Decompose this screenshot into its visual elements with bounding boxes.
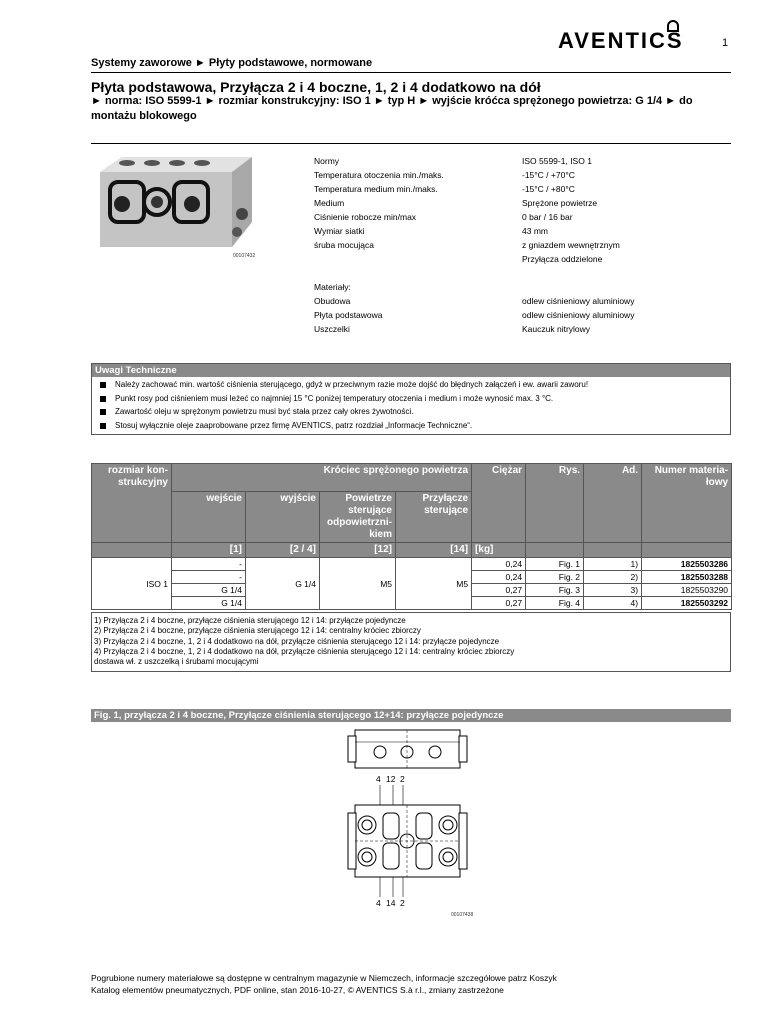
spec-label: Medium: [314, 198, 345, 208]
footer: [91, 972, 557, 996]
fig-cell: Fig. 3: [526, 584, 584, 597]
divider: [91, 72, 731, 73]
footer-line: Katalog elementów pneumatycznych, PDF online, stan 2016-10-27, © AVENTICS S.à r.l., zmiany zastrzeżone: [91, 985, 504, 995]
header-outlet: wyjście: [246, 492, 320, 543]
note-item: [100, 394, 553, 403]
ad-cell: 1): [584, 558, 642, 571]
spec-label: Normy: [314, 156, 340, 166]
port-label: 2: [400, 774, 405, 784]
spec-label: Płyta podstawowa: [314, 310, 383, 320]
spec-label: Wymiar siatki: [314, 226, 365, 236]
spec-label: Obudowa: [314, 296, 351, 306]
note-text: Punkt rosy pod ciśnieniem musi leżeć co najmniej 15 °C poniżej temperatury otoczenia i medium i może wynosić max. 3 °C.: [115, 394, 554, 403]
spec-value: Przyłącza oddzielone: [522, 254, 603, 264]
page-number: 1: [722, 37, 729, 49]
weight-cell: 0,24: [472, 571, 526, 584]
unit-cell: [92, 543, 172, 558]
footnote: 1) Przyłącza 2 i 4 boczne, przyłącze ciśnienia sterującego 12 i 14: przyłącze pojedyncze: [94, 616, 406, 625]
pilot-cell: M5: [396, 558, 472, 610]
size-cell: ISO 1: [92, 558, 172, 610]
unit-weight: [kg]: [472, 543, 526, 558]
part-number-cell: 1825503290: [642, 584, 732, 597]
brand-logo: AVENTICS: [558, 28, 684, 53]
unit-outlet: [2 / 4]: [246, 543, 320, 558]
weight-cell: 0,27: [472, 584, 526, 597]
weight-cell: 0,24: [472, 558, 526, 571]
spec-value: Sprężone powietrze: [522, 198, 598, 208]
note-item: [100, 407, 413, 416]
header-ad: Ad.: [584, 464, 642, 543]
spec-value: z gniazdem wewnętrznym: [522, 240, 620, 250]
spec-label: Temperatura otoczenia min./maks.: [314, 170, 444, 180]
bullet-icon: [100, 409, 106, 415]
spec-value: -15°C / +80°C: [522, 184, 575, 194]
figure-code: 00107438: [451, 912, 474, 918]
divider: [91, 143, 731, 144]
inlet-cell: G 1/4: [172, 584, 246, 597]
ad-cell: 4): [584, 597, 642, 610]
spec-value: 43 mm: [522, 226, 548, 236]
bullet-icon: [100, 423, 106, 429]
figure-top-view: [345, 785, 470, 897]
unit-pilot: [14]: [396, 543, 472, 558]
port-label: 4: [376, 898, 381, 908]
spec-value: 0 bar / 16 bar: [522, 212, 573, 222]
spec-value: Kauczuk nitrylowy: [522, 324, 591, 334]
header-pilot-exhaust: Powietrze sterujące odpowietrzni-kiem: [320, 492, 396, 543]
unit-pilot-exhaust: [12]: [320, 543, 396, 558]
outlet-cell: G 1/4: [246, 558, 320, 610]
part-number-cell: 1825503288: [642, 571, 732, 584]
technical-notes: [91, 363, 731, 435]
spec-label: Ciśnienie robocze min/max: [314, 212, 417, 222]
spec-value: odlew ciśnieniowy aluminiowy: [522, 310, 635, 320]
header-weight: Ciężar: [472, 464, 526, 543]
spec-label: Temperatura medium min./maks.: [314, 184, 438, 194]
materials-heading: Materiały:: [314, 282, 351, 292]
spec-value: ISO 5599-1, ISO 1: [522, 156, 592, 166]
header-pilot: Przyłącze sterujące: [396, 492, 472, 543]
port-label: 4: [376, 774, 381, 784]
footnote: 2) Przyłącza 2 i 4 boczne, przyłącze ciśnienia sterującego 12 i 14: centralny króciec zbiorczy: [94, 626, 421, 636]
header-connection: Króciec sprężonego powietrza: [172, 464, 472, 492]
page-title: Płyta podstawowa, Przyłącza 2 i 4 boczne, 1, 2 i 4 dodatkowo na dół: [91, 79, 541, 95]
header-fig: Rys.: [526, 464, 584, 543]
spec-value: -15°C / +70°C: [522, 170, 575, 180]
spec-label: śruba mocująca: [314, 240, 375, 250]
footnote: 3) Przyłącza 2 i 4 boczne, 1, 2 i 4 dodatkowo na dół, przyłącze ciśnienia sterującego 12 i 14: przyłącze pojedyncze: [94, 636, 500, 646]
footnote: dostawa wł. z uszczelką i śrubami mocującymi: [94, 657, 259, 667]
port-label: 12: [386, 774, 396, 784]
header-inlet: wejście: [172, 492, 246, 543]
part-number-cell: 1825503292: [642, 597, 732, 610]
unit-cell: [584, 543, 642, 558]
table-row: [92, 558, 732, 571]
inlet-cell: -: [172, 558, 246, 571]
breadcrumb: Systemy zaworowe ► Płyty podstawowe, normowane: [91, 57, 373, 69]
spec-value: odlew ciśnieniowy aluminiowy: [522, 296, 635, 306]
inlet-cell: -: [172, 571, 246, 584]
ad-cell: 2): [584, 571, 642, 584]
product-table: [91, 463, 732, 610]
weight-cell: 0,27: [472, 597, 526, 610]
figure-side-view: [345, 728, 470, 770]
unit-inlet: [1]: [172, 543, 246, 558]
note-text: Stosuj wyłącznie oleje zaaprobowane przez firmę AVENTICS, patrz rozdział „Informacje Techniczne“.: [115, 421, 473, 430]
unit-cell: [526, 543, 584, 558]
part-number-cell: 1825503286: [642, 558, 732, 571]
fig-cell: Fig. 2: [526, 571, 584, 584]
note-text: Zawartość oleju w sprężonym powietrzu musi być stała przez cały okres żywotności.: [115, 407, 414, 416]
note-text: Należy zachować min. wartość ciśnienia sterującego, gdyż w przeciwnym razie może dojść do błędnych załączeń i ew. awarii zaworu!: [115, 380, 589, 389]
ad-cell: 3): [584, 584, 642, 597]
port-label: 2: [400, 898, 405, 908]
pilot-exhaust-cell: M5: [320, 558, 396, 610]
image-code: 00107432: [233, 253, 256, 259]
footnote: 4) Przyłącza 2 i 4 boczne, 1, 2 i 4 dodatkowo na dół, przyłącze ciśnienia sterującego 12 i 14: centralny króciec zbiorczy: [94, 646, 515, 656]
spec-label: Uszczelki: [314, 324, 350, 334]
header-size: rozmiar kon-strukcyjny: [92, 464, 172, 543]
fig-cell: Fig. 4: [526, 597, 584, 610]
brand-logo-icon: [667, 20, 679, 32]
figure-heading: Fig. 1, przyłącza 2 i 4 boczne, Przyłącze ciśnienia sterującego 12+14: przyłącze pojedyncze: [91, 709, 731, 722]
fig-cell: Fig. 1: [526, 558, 584, 571]
note-item: [100, 380, 588, 389]
bullet-icon: [100, 382, 106, 388]
table-footnotes: [91, 612, 731, 672]
bullet-icon: [100, 396, 106, 402]
header-part-number: Numer materia-łowy: [642, 464, 732, 543]
unit-cell: [642, 543, 732, 558]
footer-line: Pogrubione numery materiałowe są dostępne w centralnym magazynie w Niemczech, informacje szczegółowe patrz Koszyk: [91, 973, 557, 983]
product-image: [92, 152, 258, 254]
inlet-cell: G 1/4: [172, 597, 246, 610]
notes-heading: Uwagi Techniczne: [92, 364, 730, 377]
port-label: 14: [386, 898, 396, 908]
page-subtitle: ► norma: ISO 5599-1 ► rozmiar konstrukcyjny: ISO 1 ► typ H ► wyjście króćca sprężonego powietrza: G 1/4 ► do montażu blokowego: [91, 95, 693, 122]
note-item: [100, 421, 472, 430]
